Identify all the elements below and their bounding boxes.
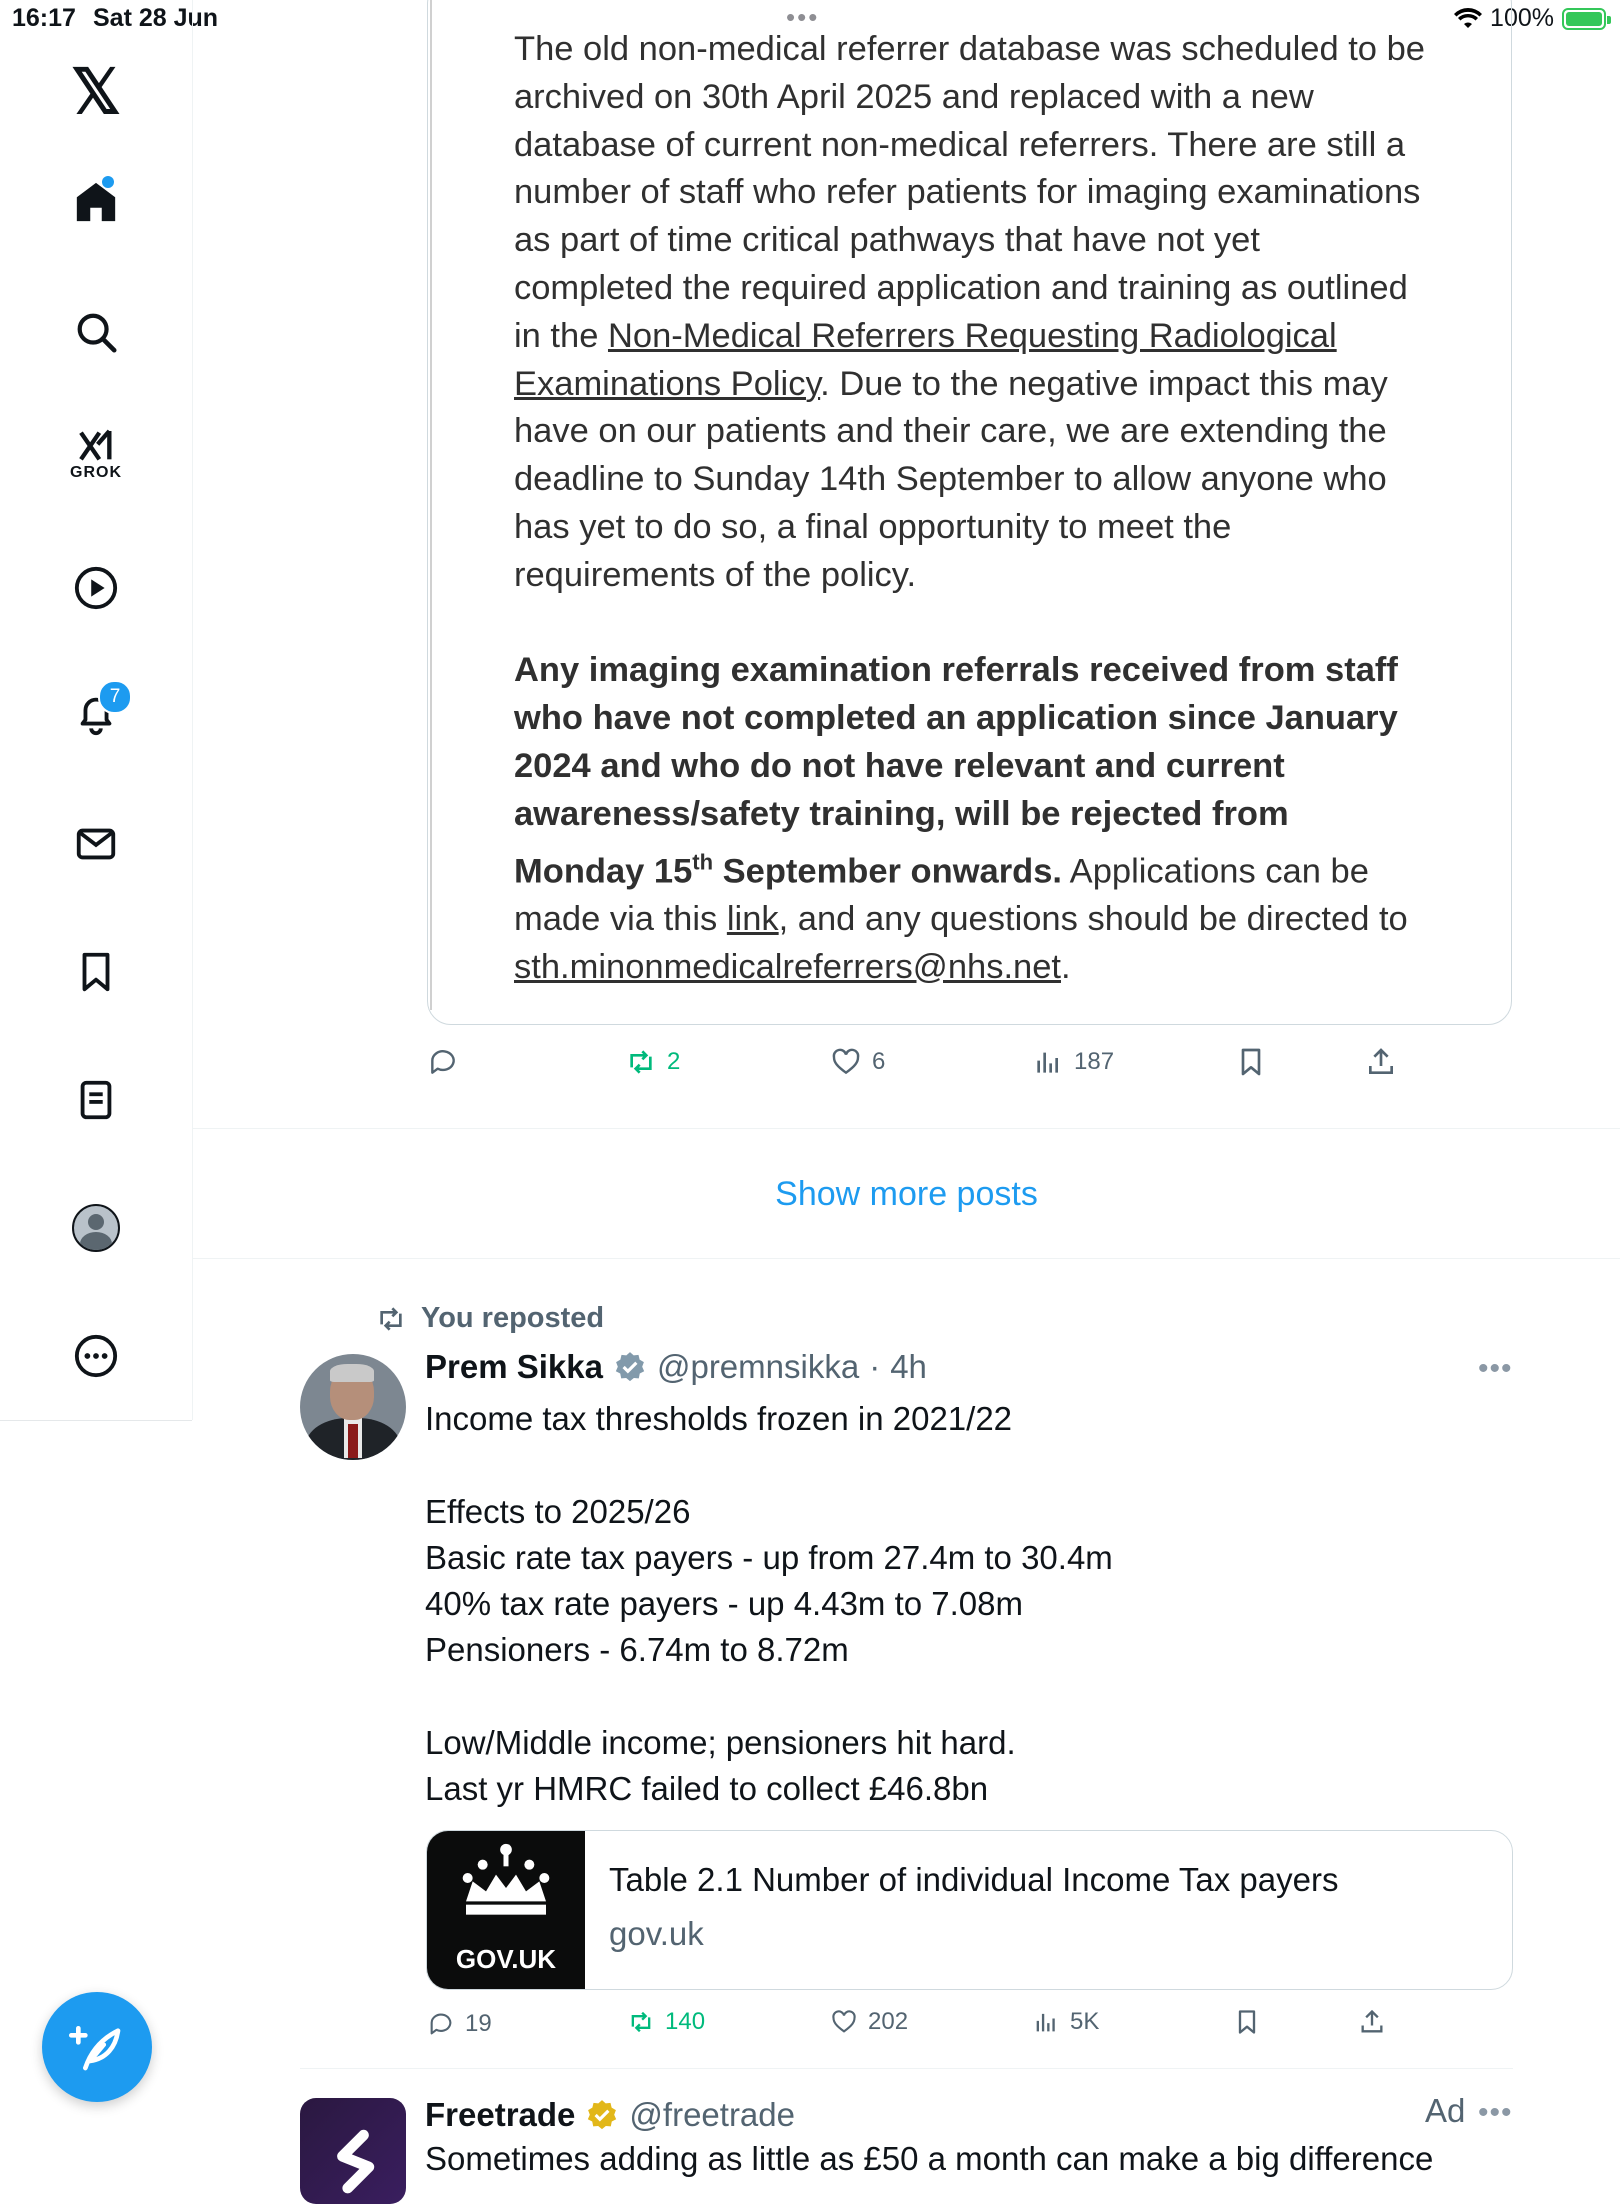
doc-line: requirements of the policy. <box>514 555 917 594</box>
share-icon <box>1365 1046 1397 1078</box>
policy-link-cont: Examinations Policy <box>514 364 821 403</box>
application-link: link <box>726 899 779 938</box>
doc-bold-line: awareness/safety training, will be rejected from <box>514 794 1289 833</box>
views-icon <box>1032 1046 1064 1078</box>
reply-button[interactable] <box>427 1046 459 1078</box>
tweet-line <box>425 1442 1495 1488</box>
nav-more[interactable] <box>60 1320 132 1392</box>
advertiser-name[interactable]: Freetrade <box>425 2096 576 2133</box>
battery-percent: 100% <box>1490 4 1554 32</box>
doc-bold-line: Any imaging examination referrals received from staff <box>514 651 1398 690</box>
share-icon <box>1358 2008 1386 2036</box>
show-more-posts[interactable]: Show more posts <box>775 1174 1038 1213</box>
doc-line: as part of time critical pathways that have not yet <box>514 221 1260 260</box>
tweet-line: Basic rate tax payers - up from 27.4m to 30.4m <box>425 1538 1113 1576</box>
author-name[interactable]: Prem Sikka <box>425 1348 603 1385</box>
play-icon <box>73 565 119 611</box>
status-time: 16:17 <box>12 4 76 32</box>
govuk-thumbnail <box>427 1831 585 1990</box>
views-count: 5K <box>1070 2008 1100 2035</box>
crown-icon <box>456 1841 556 1925</box>
doc-line: completed the required application and training as outlined <box>514 268 1408 307</box>
repost-indicator <box>375 1302 604 1335</box>
nav-profile[interactable] <box>60 1192 132 1264</box>
doc-bold-line: 2024 and who do not have relevant and current <box>514 746 1285 785</box>
author-avatar[interactable] <box>300 1354 406 1460</box>
like-count: 202 <box>868 2008 909 2035</box>
doc-text-fragment: , and any questions should be directed to <box>778 899 1408 938</box>
more-options-icon[interactable]: ••• <box>1478 1352 1513 1385</box>
doc-line: archived on 30th April 2025 and replaced with a new <box>514 77 1314 116</box>
advertiser-avatar[interactable] <box>300 2098 406 2204</box>
more-circle-icon <box>73 1333 119 1379</box>
divider <box>193 1128 1620 1129</box>
nav-notifications[interactable] <box>60 678 132 750</box>
heart-icon <box>830 2008 858 2036</box>
doc-line: database of current non-medical referrers. There are still a <box>514 125 1406 164</box>
sidebar <box>0 0 193 1420</box>
reply-count: 19 <box>465 2010 492 2037</box>
more-options-icon[interactable]: ••• <box>1478 2096 1513 2129</box>
verified-gold-badge-icon <box>585 2098 619 2132</box>
doc-line: The old non-medical referrer database was scheduled to be <box>514 30 1425 68</box>
image-edge <box>430 0 432 1010</box>
separator-dot: · <box>869 1348 881 1385</box>
nav-video[interactable] <box>60 552 132 624</box>
tweet-line <box>425 1674 1495 1720</box>
compose-feather-icon <box>69 2019 125 2075</box>
tweet-line: 40% tax rate payers - up 4.43m to 7.08m <box>425 1585 1023 1623</box>
views-count: 187 <box>1074 1048 1115 1075</box>
unread-dot <box>102 176 114 188</box>
doc-bold-line: who have not completed an application since January <box>514 699 1398 738</box>
doc-line: has yet to do so, a final opportunity to meet the <box>514 507 1232 546</box>
tweet-line: Pensioners - 6.74m to 8.72m <box>425 1631 849 1669</box>
reply-icon <box>427 2010 455 2038</box>
grok-icon <box>73 426 119 466</box>
reply-button[interactable] <box>427 2010 492 2038</box>
views-button[interactable] <box>1032 1046 1114 1078</box>
doc-line: have on our patients and their care, we are extending the <box>514 412 1387 451</box>
repost-count: 2 <box>667 1048 681 1075</box>
document-image-text <box>514 26 1474 991</box>
nav-grok[interactable] <box>60 418 132 490</box>
doc-line: number of staff who refer patients for imaging examinations <box>514 173 1421 212</box>
govuk-label: GOV.UK <box>455 1944 557 1974</box>
mail-icon <box>73 821 119 867</box>
superscript: th <box>692 849 714 875</box>
doc-text-fragment: . <box>1061 947 1071 986</box>
bookmark-icon <box>1235 1046 1267 1078</box>
doc-bold-fragment: Monday 15 <box>514 852 693 891</box>
repost-button[interactable] <box>627 2008 705 2036</box>
bookmark-button[interactable] <box>1235 1046 1267 1078</box>
share-button[interactable] <box>1365 1046 1397 1078</box>
like-button[interactable] <box>830 1046 885 1078</box>
bookmark-icon <box>73 949 119 995</box>
doc-line <box>514 839 1474 896</box>
email-link: sth.minonmedicalreferrers@nhs.net <box>514 947 1061 986</box>
divider <box>193 1258 1620 1259</box>
nav-lists[interactable] <box>60 1064 132 1136</box>
ad-header <box>425 2096 795 2134</box>
link-preview-card[interactable] <box>426 1830 1513 1990</box>
nav-bookmarks[interactable] <box>60 936 132 1008</box>
card-domain: gov.uk <box>609 1915 704 1952</box>
policy-link: Non-Medical Referrers Requesting Radiological <box>607 316 1337 355</box>
tweet-time[interactable]: 4h <box>890 1348 927 1385</box>
nav-messages[interactable] <box>60 808 132 880</box>
search-icon <box>73 309 119 355</box>
bookmark-button[interactable] <box>1233 2008 1261 2036</box>
notification-badge: 7 <box>98 680 132 714</box>
reply-icon <box>427 1046 459 1078</box>
divider <box>300 2068 1513 2069</box>
tweet-line: Low/Middle income; pensioners hit hard. <box>425 1724 1016 1762</box>
tweet-body <box>425 1396 1495 1813</box>
like-count: 6 <box>872 1048 886 1075</box>
list-icon <box>73 1077 119 1123</box>
compose-post-button[interactable] <box>42 1992 152 2102</box>
doc-text-fragment: made via this <box>514 899 727 938</box>
repost-label: You reposted <box>421 1302 605 1334</box>
views-button[interactable] <box>1032 2008 1099 2036</box>
tweet-header <box>425 1348 927 1386</box>
sidebar-divider <box>0 1420 192 1421</box>
repost-icon <box>627 2008 655 2036</box>
doc-bold-fragment: September onwards. <box>713 852 1062 891</box>
status-date: Sat 28 Jun <box>93 4 219 32</box>
advertiser-handle[interactable]: @freetrade <box>629 2096 795 2133</box>
doc-line <box>514 313 1474 361</box>
doc-text-fragment: . Due to the negative impact this may <box>820 364 1388 403</box>
repost-button[interactable] <box>625 1046 680 1078</box>
ad-label: Ad <box>1425 2092 1466 2129</box>
multitask-dots-icon[interactable]: ••• <box>786 2 820 32</box>
like-button[interactable] <box>830 2008 908 2036</box>
doc-line <box>514 944 1474 992</box>
card-title: Table 2.1 Number of individual Income Tax payers <box>609 1861 1339 1898</box>
author-handle[interactable]: @premnsikka <box>656 1348 860 1385</box>
share-button[interactable] <box>1358 2008 1386 2036</box>
freetrade-logo-icon <box>300 2098 406 2204</box>
doc-line <box>514 896 1474 944</box>
tweet-line: Last yr HMRC failed to collect £46.8bn <box>425 1770 989 1808</box>
repost-count: 140 <box>665 2008 706 2035</box>
grok-label: GROK <box>70 464 122 481</box>
repost-icon <box>625 1046 657 1078</box>
verified-badge-icon <box>613 1350 647 1384</box>
nav-explore[interactable] <box>60 296 132 368</box>
ad-text: Sometimes adding as little as £50 a month can make a big difference <box>425 2140 1434 2177</box>
tweet-line: Effects to 2025/26 <box>425 1492 691 1530</box>
tweet-line: Income tax thresholds frozen in 2021/22 <box>425 1400 1013 1437</box>
nav-home[interactable] <box>60 166 132 238</box>
x-logo[interactable]: 𝕏 <box>71 57 121 127</box>
doc-text-fragment: in the <box>514 316 608 355</box>
repost-icon <box>375 1303 407 1335</box>
views-icon <box>1032 2008 1060 2036</box>
doc-text-fragment: Applications can be <box>1062 852 1369 891</box>
bookmark-icon <box>1233 2008 1261 2036</box>
profile-avatar-icon <box>72 1204 120 1252</box>
doc-line <box>514 361 1474 409</box>
battery-icon <box>1562 8 1606 30</box>
heart-icon <box>830 1046 862 1078</box>
doc-line: deadline to Sunday 14th September to allow anyone who <box>514 460 1387 499</box>
